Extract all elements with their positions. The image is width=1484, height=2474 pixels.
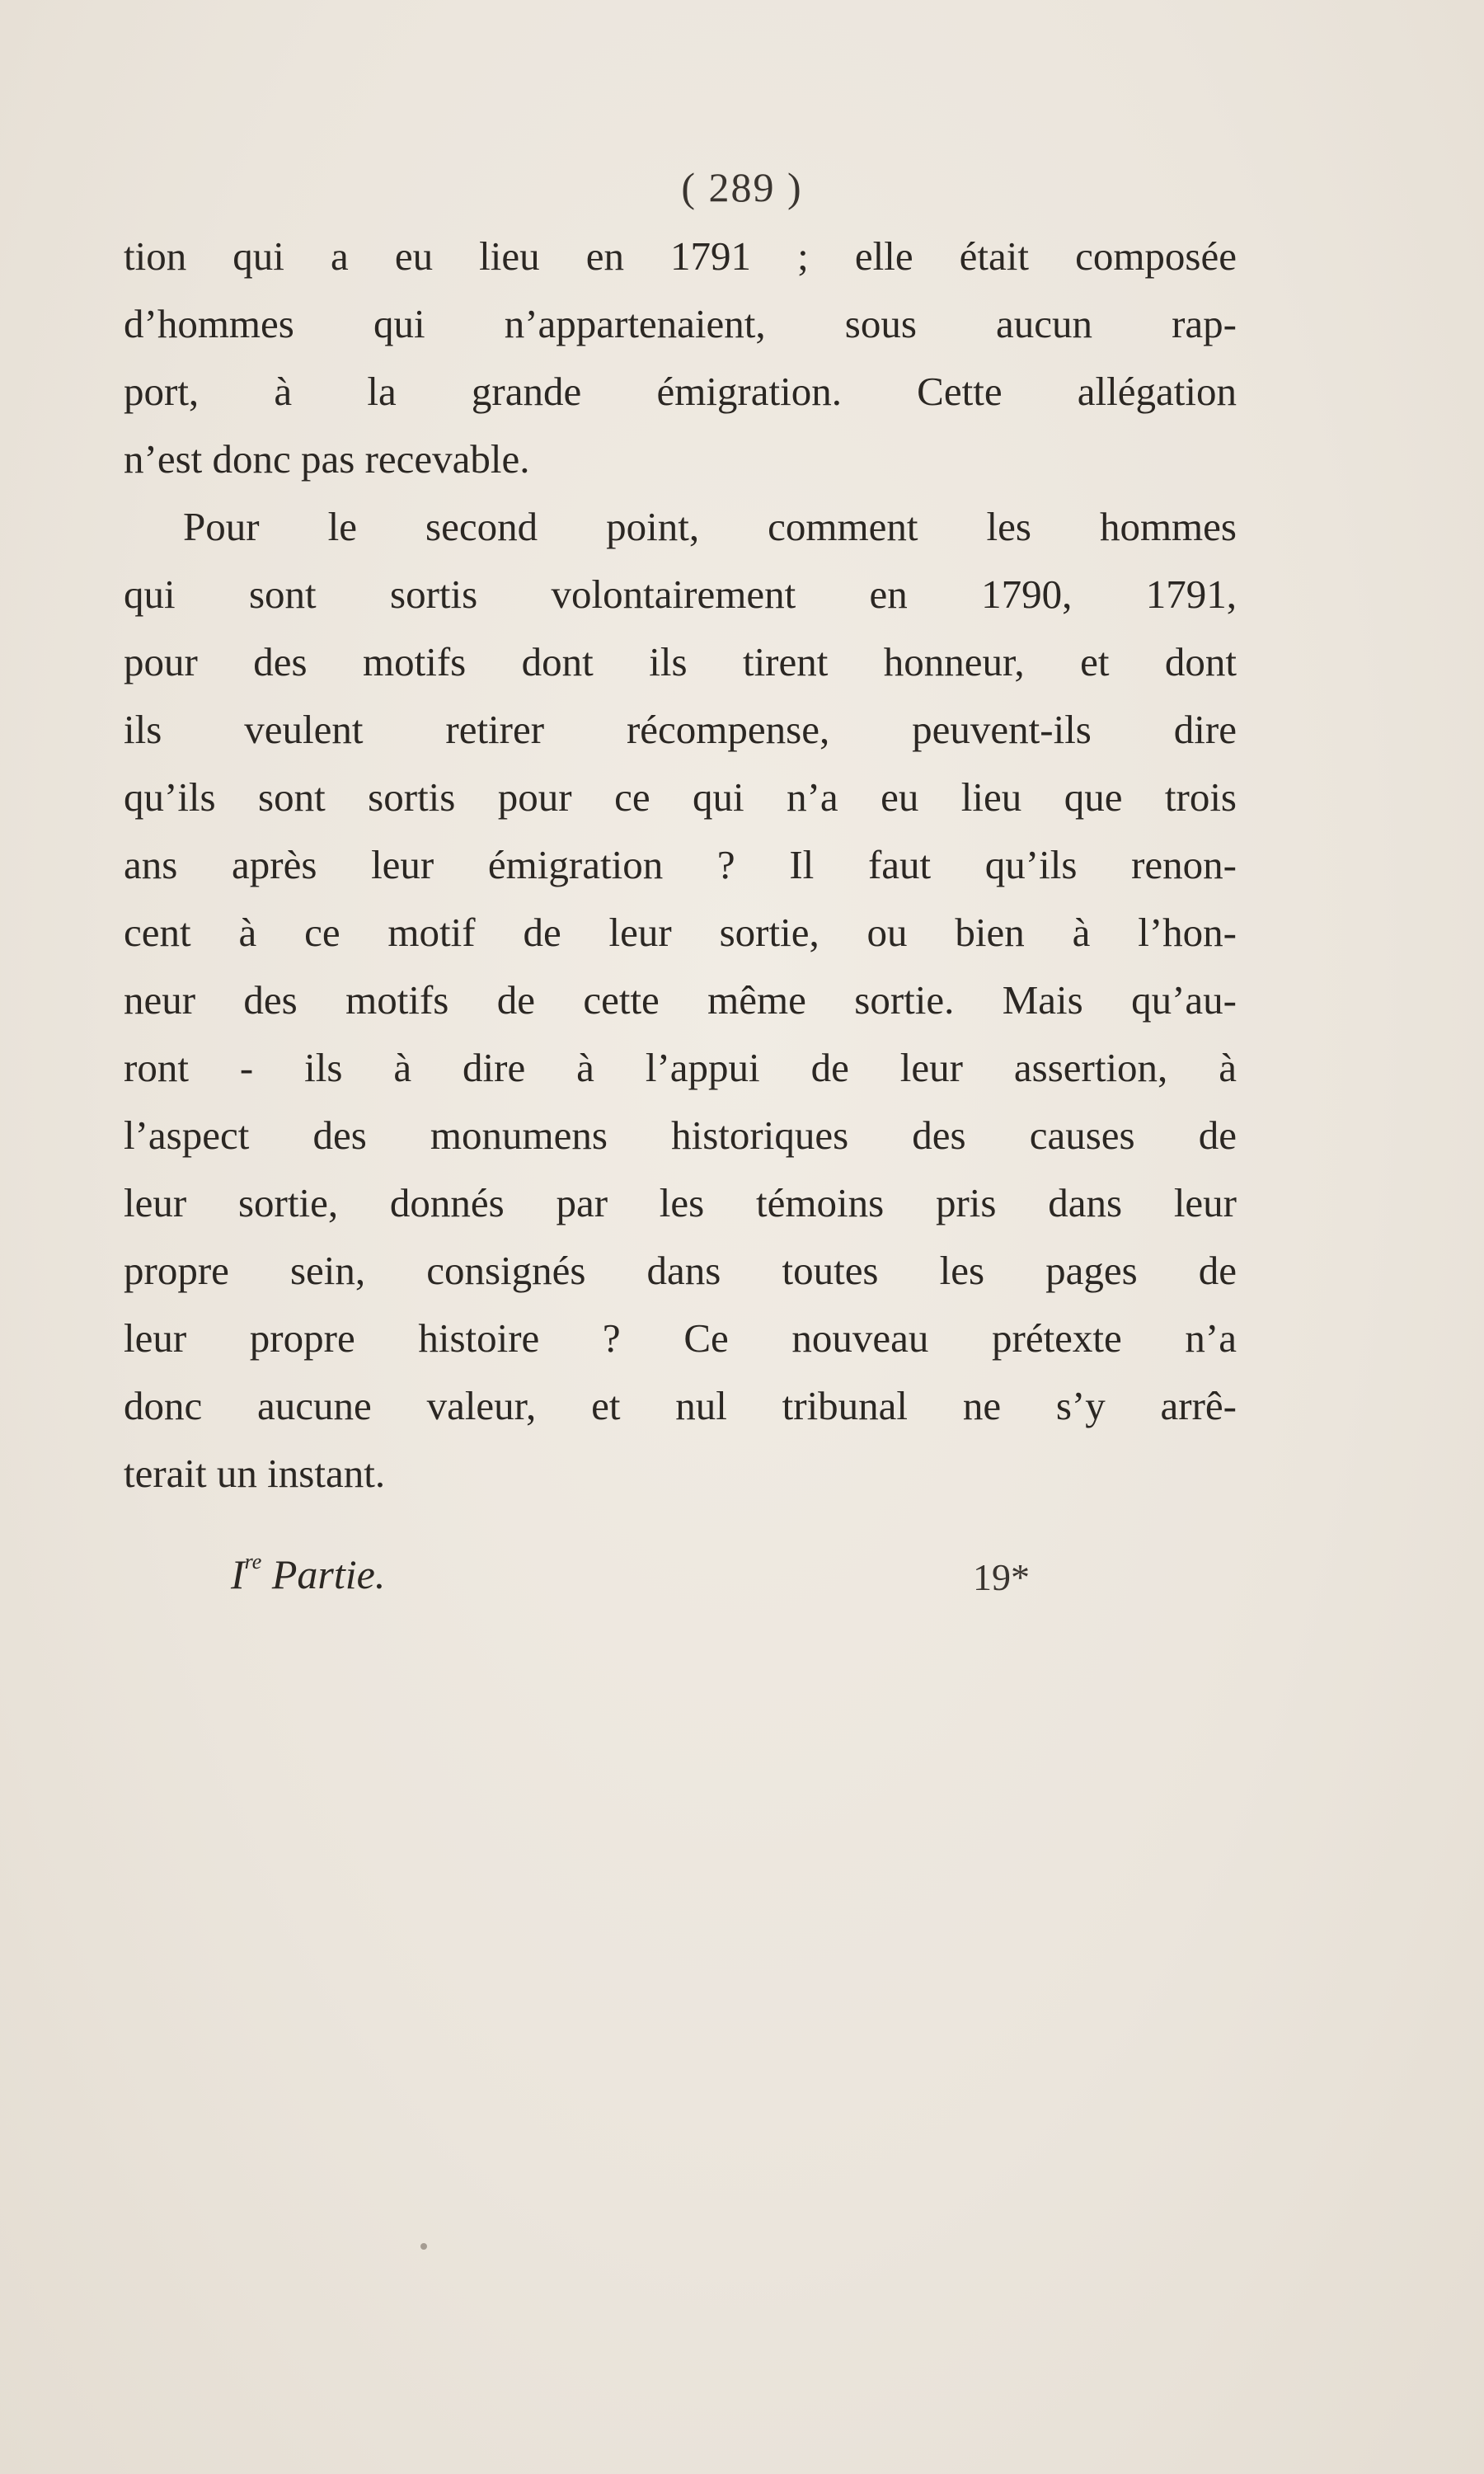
text-line: neur des motifs de cette même sortie. Mais qu’au- [124,977,1237,1023]
text-line: terait un instant. [124,1451,386,1496]
paper-speck [420,2243,427,2250]
signature-rest: Partie. [261,1551,386,1597]
text-line: leur propre histoire ? Ce nouveau prétexte n’a [124,1315,1237,1361]
text-line: leur sortie, donnés par les témoins pris dans leur [124,1180,1237,1225]
text-line: ils veulent retirer récompense, peuvent-ils dire [124,707,1237,752]
text-line: qui sont sortis volontairement en 1790, 1791, [124,571,1237,617]
text-line: n’est donc pas recevable. [124,436,530,482]
text-line: Pour le second point, comment les hommes [183,504,1237,549]
signature-superscript: re [244,1550,262,1574]
text-line: donc aucune valeur, et nul tribunal ne s’y arrê- [124,1383,1237,1428]
signature-mark [231,1550,385,1598]
text-line: qu’ils sont sortis pour ce qui n’a eu lieu que trois [124,774,1237,820]
text-line: pour des motifs dont ils tirent honneur, et dont [124,639,1237,684]
text-line: ans après leur émigration ? Il faut qu’ils renon- [124,842,1237,887]
signature-main: I [231,1551,245,1597]
text-line: port, à la grande émigration. Cette allégation [124,369,1237,414]
text-line: ront - ils à dire à l’appui de leur assertion, à [124,1045,1237,1090]
text-line: tion qui a eu lieu en 1791 ; elle était composée [124,233,1237,279]
text-line: l’aspect des monumens historiques des causes de [124,1112,1237,1158]
text-line: cent à ce motif de leur sortie, ou bien à l’hon- [124,910,1237,955]
text-line: propre sein, consignés dans toutes les pages de [124,1248,1237,1293]
body-text [124,223,1237,1507]
page-footer [0,1542,1484,1625]
page-number: ( 289 ) [681,164,803,210]
sheet-mark: 19* [973,1556,1030,1598]
text-line: d’hommes qui n’appartenaient, sous aucun rap- [124,301,1237,346]
